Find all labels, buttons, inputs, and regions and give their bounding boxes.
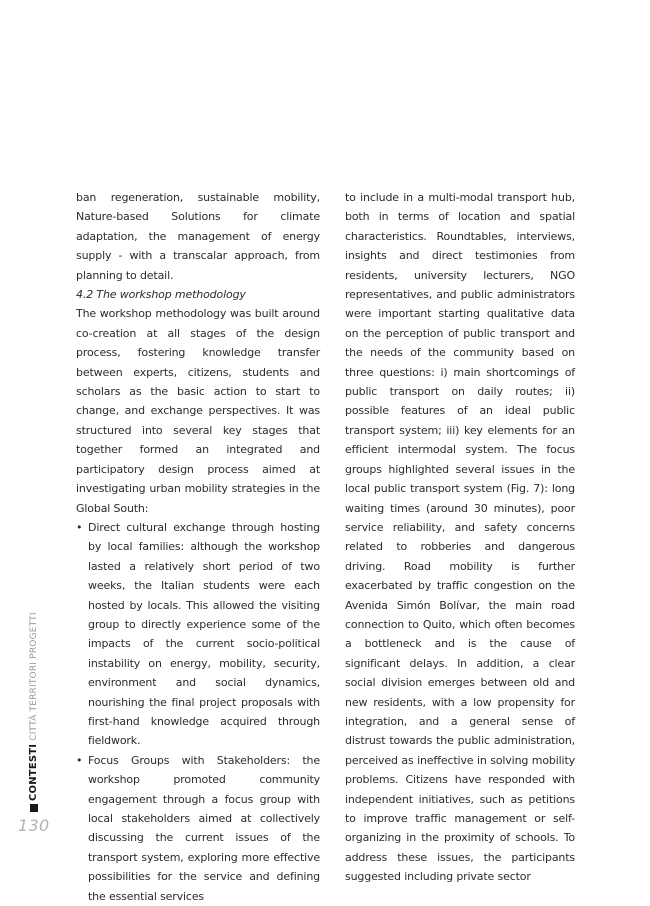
left-text-column <box>76 188 320 906</box>
paragraph-methodology: The workshop methodology was built around co-creation at all stages of the design process, fostering knowledge transfer between experts, citizens, students and scholars as the basic action to start to change, and exchange perspectives. It was structured into several key stages that together formed an integrated and participatory design process aimed at investigating urban mobility strategies in the Global South: <box>76 307 320 515</box>
journal-side-label <box>28 612 39 812</box>
right-text-column <box>345 188 575 887</box>
bullet-list <box>76 518 320 906</box>
section-heading: 4.2 The workshop methodology <box>76 288 246 302</box>
page-number: 130 <box>18 816 50 835</box>
bullet-item-focus-groups: • Focus Groups with Stakeholders: the workshop promoted community engagement through a focus group with local stakeholders aimed at collectively discussing the current issues of the transport system, exploring more effective possibilities for the service and defining the essential services <box>76 751 320 906</box>
journal-subtitle: CITTÀ TERRITORI PROGETTI <box>28 612 39 741</box>
journal-name: CONTESTI <box>28 743 39 801</box>
bullet-item-cultural-exchange: • Direct cultural exchange through hosting by local families: although the workshop lasted a relatively short period of two weeks, the Italian students were each hosted by locals. This allowed the visiting group to directly experience some of the impacts of the current socio-political instability on energy, mobility, security, environment and social dynamics, nourishing the final project proposals with first-hand knowledge acquired through fieldwork. <box>76 518 320 751</box>
paragraph-focus-groups: to include in a multi-modal transport hub, both in terms of location and spatial characteristics. Roundtables, interviews, insights and direct testimonies from residents, university lecturers, NGO representatives, and public administrators were important starting qualitative data on the perception of public transport and the needs of the community based on three questions: i) main shortcomings of public transport on daily routes; ii) possible features of an ideal public transport system; iii) key elements for an efficient intermodal system. The focus groups highlighted several issues in the local public transport system (Fig. 7): long waiting times (around 30 minutes), poor service reliability, and safety concerns related to robberies and dangerous driving. Road mobility is further exacerbated by traffic congestion on the Avenida Simón Bolívar, the main road connection to Quito, which often becomes a bottleneck and is the cause of significant delays. In addition, a clear social division emerges between old and new residents, with a low propensity for integration, and a general sense of distrust towards the public administration, perceived as ineffective in solving mobility problems. Citizens have responded with independent initiatives, such as petitions to improve traffic management or self-organizing in the proximity of schools. To address these issues, the participants suggested including private sector <box>345 191 575 884</box>
paragraph-continued: ban regeneration, sustainable mobility, Nature-based Solutions for climate adaptation, the management of energy supply - with a transcalar approach, from planning to detail. <box>76 191 320 282</box>
square-marker-icon <box>30 804 38 812</box>
